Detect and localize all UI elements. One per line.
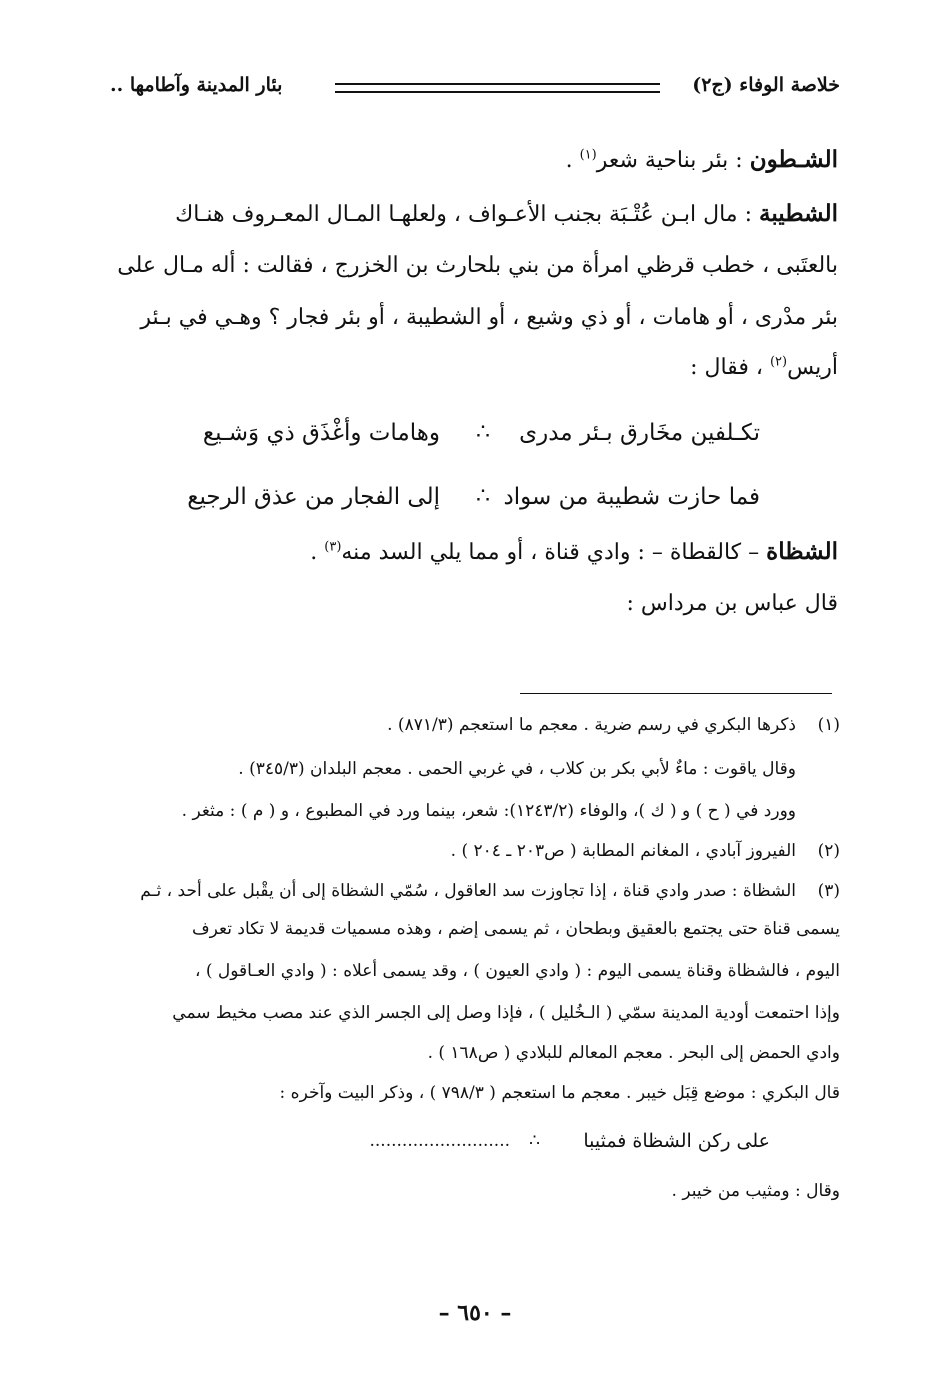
poem-attribution: قال عباس بن مرداس :	[626, 591, 838, 616]
footnote-3	[118, 880, 840, 902]
footnote-text: اليوم ، فالشظاة وقناة يسمى اليوم : ( وادي العيون ) ، وقد يسمى أعلاه : ( وادي العـاقول ) ،	[194, 961, 840, 981]
footnote-number: (٣)	[817, 881, 840, 901]
verse-hemistich: تكـلفين مخَارق بـئر مدرى	[519, 420, 760, 446]
entry-end: .	[565, 148, 573, 173]
footnote-ref[interactable]: (١)	[579, 147, 597, 163]
entry-text: أريس	[787, 355, 838, 380]
verse-separator: ∴	[529, 1131, 540, 1151]
entry-text: : مال ابـن عُتْـبَة بجنب الأعـواف ، ولعلهـا المـال المعـروف هنـاك	[175, 202, 752, 227]
footnote-number: (٢)	[817, 841, 840, 861]
footnote-3-line	[118, 918, 840, 940]
footnote-number: (١)	[817, 715, 840, 735]
chapter-title: بئار المدينة وآطامها ..	[110, 74, 283, 96]
footnote-3-line	[118, 960, 840, 982]
footnote-3-line	[118, 1180, 840, 1202]
entry-shatibiyya-line	[116, 354, 838, 382]
verse-separator: ∴	[476, 420, 490, 445]
footnote-text: ذكرها البكري في رسم ضرية . معجم ما استعجم (٨٧١/٣) .	[387, 715, 796, 735]
book-title: خلاصة الوفاء (ج٢)	[692, 74, 840, 96]
footnote-1-line	[118, 758, 840, 780]
footnote-3-line	[118, 1082, 840, 1104]
running-header	[110, 70, 840, 106]
footnote-ref[interactable]: (٢)	[769, 354, 788, 370]
footnote-1-line	[118, 800, 840, 822]
entry-term: الشطيبة	[759, 200, 838, 227]
entry-text: : بئر بناحية شعر	[596, 148, 743, 173]
entry-term: الشظاة	[766, 538, 838, 565]
footnote-separator	[520, 693, 832, 694]
footnote-text: وإذا احتمعت أودية المدينة سمّي ( الـخُليل ) ، فإذا وصل إلى الجسر الذي عند مصب مخيط سمي	[172, 1003, 840, 1023]
verse-hemistich: إلى الفجار من عذق الرجيع	[187, 484, 440, 510]
footnote-2	[118, 840, 840, 862]
footnote-1	[118, 714, 840, 736]
entry-shatibiyya-line: بئر مدْرى ، أو هامات ، أو ذي وشيع ، أو الشطيبة ، أو بئر فجار ؟ وهـي في بـئر	[140, 305, 838, 330]
header-double-rule	[335, 83, 660, 93]
footnote-3-line	[118, 1042, 840, 1064]
verse-ellipsis: ..........................	[369, 1131, 510, 1151]
footnote-text: الشظاة : صدر وادي قناة ، إذا تجاوزت سد العاقول ، سُمّي الشظاة إلى أن يقْبل على أحد ، ثـم	[140, 881, 796, 901]
entry-text: ، فقال :	[690, 355, 763, 380]
footnote-text: يسمى قناة حتى يجتمع بالعقيق وبطحان ، ثم يسمى إضم ، وهذه مسميات قديمة لا تكاد تعرف	[192, 919, 840, 939]
footnote-text: وورد في ( ح ) و ( ك )، والوفاء (١٢٤٣/٢): شعر، بينما ورد في المطبوع ، و ( م ) : مثغر .	[181, 801, 796, 821]
footnote-text: وقال ياقوت : ماءٌ لأبي بكر بن كلاب ، في غربي الحمى . معجم البلدان (٣٤٥/٣) .	[238, 759, 796, 779]
verse-hemistich: وهامات وأغْذَق ذي وَشـيع	[202, 420, 440, 446]
page-number: – ٦٥٠ –	[438, 1300, 512, 1326]
footnote-ref[interactable]: (٣)	[324, 539, 342, 555]
entry-shatibiyya-line	[116, 200, 838, 229]
verse-hemistich: فما حازت شطيبة من سواد	[503, 484, 760, 510]
entry-shaton	[116, 146, 838, 175]
footnote-verse	[118, 1130, 840, 1152]
entry-end: .	[310, 540, 318, 565]
footnote-text: وقال : ومثيب من خيبر .	[671, 1181, 840, 1201]
verse-separator: ∴	[476, 484, 490, 509]
footnote-text: الفيروز آبادي ، المغانم المطابة ( ص٢٠٣ ـ ٢٠٤ ) .	[450, 841, 796, 861]
verse-hemistich: على ركن الشظاة فمثيبا	[583, 1130, 770, 1152]
entry-term: الشـطون	[749, 146, 838, 173]
footnote-3-line	[118, 1002, 840, 1024]
footnote-text: وادي الحمض إلى البحر . معجم المعالم للبلادي ( ص١٦٨ ) .	[427, 1043, 840, 1063]
entry-shazat	[116, 538, 838, 567]
entry-shatibiyya-line: بالعتَبى ، خطب قرظي امرأة من بني بلحارث بن الخزرج ، فقالت : أله مـال على	[117, 253, 838, 278]
footnote-text: قال البكري : موضع قِبَل خيبر . معجم ما استعجم ( ٧٩٨/٣ ) ، وذكر البيت وآخره :	[279, 1083, 840, 1103]
entry-text: – كالقطاة – : وادي قناة ، أو مما يلي السد منه	[341, 540, 760, 565]
